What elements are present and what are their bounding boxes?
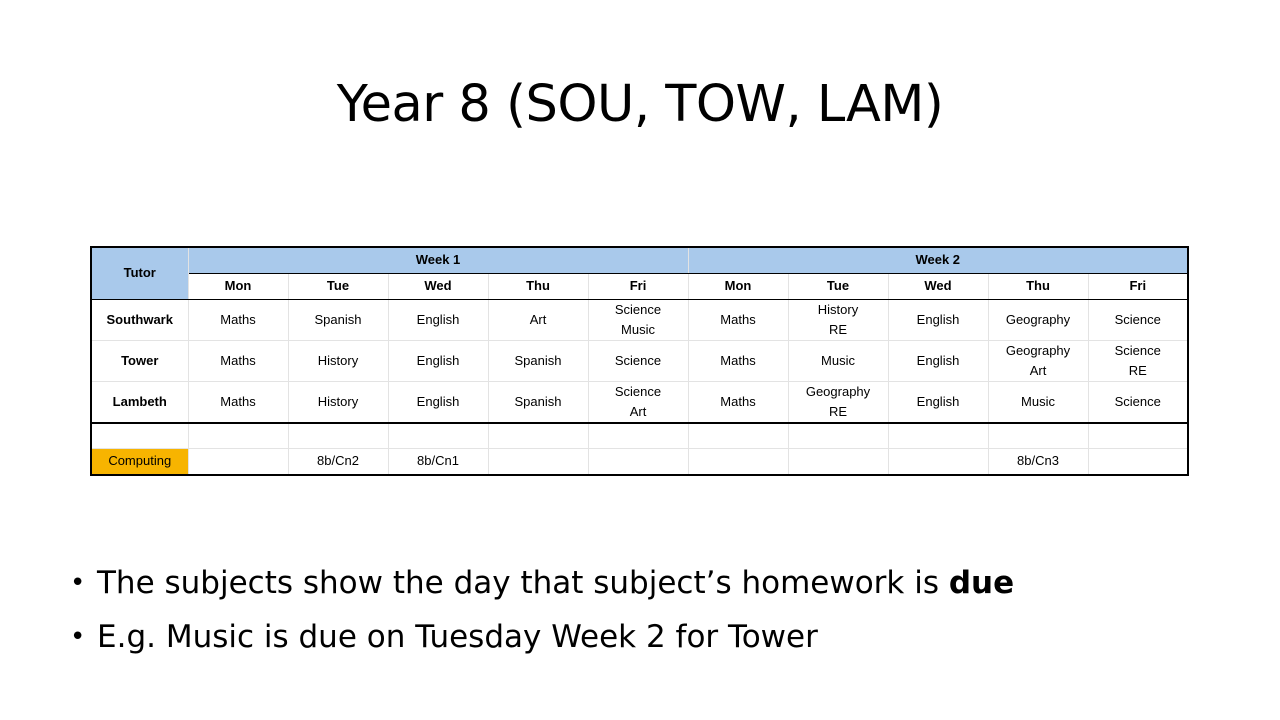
subject-cell (388, 381, 488, 423)
computing-cell: 8b/Cn3 (988, 449, 1088, 475)
day-header: Thu (988, 273, 1088, 299)
subject-name: Geography (805, 383, 871, 399)
day-header: Mon (688, 273, 788, 299)
subject-name: Art (529, 311, 547, 327)
week-header-row (91, 247, 1188, 273)
computing-cell (188, 449, 288, 475)
subject-cell (788, 340, 888, 381)
tutor-row (91, 340, 1188, 381)
week-2-header: Week 2 (688, 247, 1188, 273)
day-header: Wed (388, 273, 488, 299)
subject-cell (788, 299, 888, 340)
computing-cell (588, 449, 688, 475)
subject-cell (988, 340, 1088, 381)
spacer-cell (288, 423, 388, 449)
subject-name: Maths (720, 311, 756, 327)
subject-cell (388, 299, 488, 340)
subject-name: Spanish (314, 311, 362, 327)
day-header: Wed (888, 273, 988, 299)
subject-cell (1088, 381, 1188, 423)
subject-name: Science (1114, 311, 1161, 327)
subject-cell (288, 299, 388, 340)
subject-name: Science (1114, 342, 1161, 358)
tutor-name: Tower (91, 340, 188, 381)
homework-timetable (90, 246, 1189, 476)
subject-cell (888, 381, 988, 423)
subject-name: Maths (720, 352, 756, 368)
subject-name: Spanish (514, 352, 562, 368)
computing-cell (888, 449, 988, 475)
subject-cell (588, 381, 688, 423)
subject-cell (188, 381, 288, 423)
computing-row (91, 449, 1188, 475)
subject-cell (1088, 340, 1188, 381)
day-header: Tue (788, 273, 888, 299)
subject-name: Maths (220, 352, 256, 368)
computing-cell (488, 449, 588, 475)
spacer-cell (488, 423, 588, 449)
subject-cell (688, 340, 788, 381)
subject-cell (688, 381, 788, 423)
computing-cell (688, 449, 788, 475)
tutor-row (91, 381, 1188, 423)
bullet-1-bold: due (948, 565, 1015, 601)
day-header: Mon (188, 273, 288, 299)
subject-cell (888, 299, 988, 340)
tutor-name: Southwark (91, 299, 188, 340)
subject-cell (588, 299, 688, 340)
subject-name: Art (629, 403, 647, 419)
bullet-item (70, 610, 1014, 664)
computing-cell (788, 449, 888, 475)
spacer-cell (788, 423, 888, 449)
spacer-cell (91, 423, 188, 449)
subject-name: Maths (220, 393, 256, 409)
day-header: Fri (588, 273, 688, 299)
subject-name: Science (614, 383, 662, 399)
day-header: Tue (288, 273, 388, 299)
subject-name: RE (1128, 362, 1147, 378)
subject-cell (388, 340, 488, 381)
bullet-item (70, 556, 1014, 610)
subject-cell (188, 340, 288, 381)
tutor-header: Tutor (91, 247, 188, 299)
subject-name: English (416, 311, 460, 327)
subject-name: Music (821, 352, 855, 368)
bullet-list (70, 556, 1014, 664)
subject-name: Geography (1005, 342, 1071, 358)
subject-cell (488, 381, 588, 423)
subject-cell (788, 381, 888, 423)
spacer-cell (988, 423, 1088, 449)
bullet-2-text: E.g. Music is due on Tuesday Week 2 for Tower (97, 619, 818, 655)
slide-title: Year 8 (SOU, TOW, LAM) (336, 75, 944, 134)
computing-cell: 8b/Cn1 (388, 449, 488, 475)
computing-label: Computing (91, 449, 188, 475)
subject-name: History (317, 393, 359, 409)
computing-cell (1088, 449, 1188, 475)
subject-name: English (416, 393, 460, 409)
subject-name: History (317, 352, 359, 368)
week-1-header: Week 1 (188, 247, 688, 273)
day-header-row (91, 273, 1188, 299)
tutor-name: Lambeth (91, 381, 188, 423)
subject-cell (988, 381, 1088, 423)
spacer-cell (388, 423, 488, 449)
subject-name: Science (614, 352, 662, 368)
spacer-cell (888, 423, 988, 449)
day-header: Fri (1088, 273, 1188, 299)
subject-name: Music (1021, 393, 1055, 409)
subject-name: Spanish (514, 393, 562, 409)
subject-name: Maths (720, 393, 756, 409)
subject-name: History (817, 301, 859, 317)
subject-name: Geography (1005, 311, 1071, 327)
subject-cell (988, 299, 1088, 340)
spacer-row (91, 423, 1188, 449)
subject-name: Maths (220, 311, 256, 327)
subject-cell (888, 340, 988, 381)
subject-name: RE (828, 321, 848, 337)
spacer-cell (1088, 423, 1188, 449)
subject-name: English (916, 311, 960, 327)
spacer-cell (188, 423, 288, 449)
subject-cell (688, 299, 788, 340)
subject-name: Science (614, 301, 662, 317)
subject-name: English (916, 393, 960, 409)
spacer-cell (588, 423, 688, 449)
subject-cell (588, 340, 688, 381)
bullet-1-text: The subjects show the day that subject’s homework is (97, 565, 949, 601)
subject-name: RE (828, 403, 848, 419)
subject-cell (288, 340, 388, 381)
subject-cell (488, 299, 588, 340)
subject-name: Science (1114, 393, 1161, 409)
subject-cell (288, 381, 388, 423)
tutor-row (91, 299, 1188, 340)
subject-cell (488, 340, 588, 381)
subject-name: Art (1029, 362, 1047, 378)
subject-cell (188, 299, 288, 340)
day-header: Thu (488, 273, 588, 299)
subject-name: English (416, 352, 460, 368)
subject-name: English (916, 352, 960, 368)
subject-name: Music (621, 321, 655, 337)
spacer-cell (688, 423, 788, 449)
computing-cell: 8b/Cn2 (288, 449, 388, 475)
subject-cell (1088, 299, 1188, 340)
